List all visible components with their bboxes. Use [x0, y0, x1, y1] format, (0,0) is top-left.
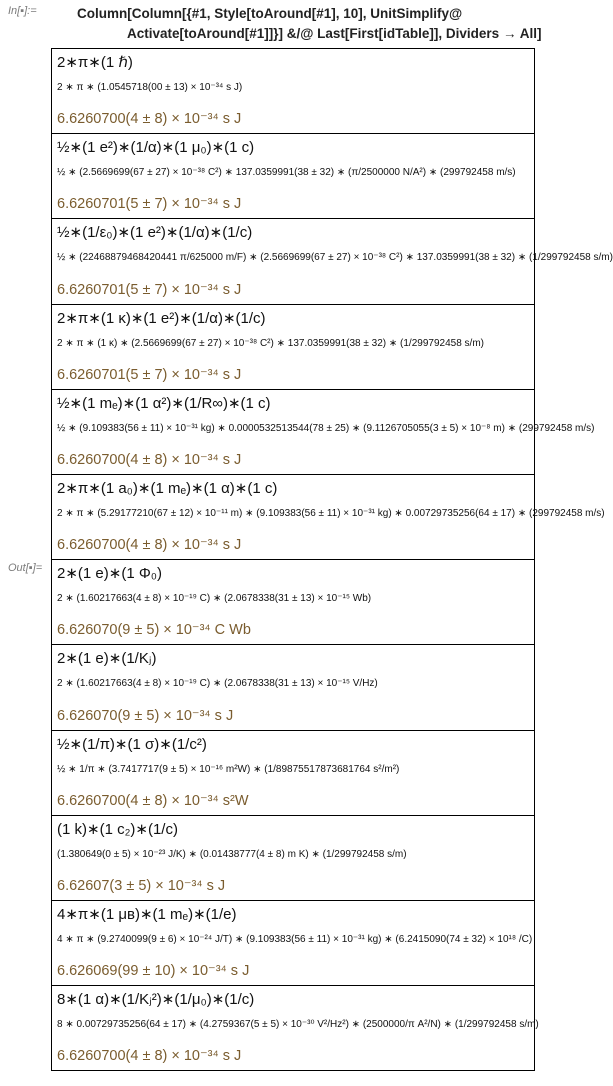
cell-result: 6.6260701(5 ± 7) × 10⁻³⁴ s J	[57, 196, 242, 213]
cell-result: 6.6260700(4 ± 8) × 10⁻³⁴ s J	[57, 537, 242, 554]
cell-result: 6.626070(9 ± 5) × 10⁻³⁴ s J	[57, 707, 234, 724]
cell-formula: 2∗(1 e)∗(1 Φ₀)	[57, 565, 163, 583]
cell-detail: 2 ∗ (1.60217663(4 ± 8) × 10⁻¹⁹ C) ∗ (2.0678338(31 ± 13) × 10⁻¹⁵ V/Hz)	[57, 678, 378, 690]
cell-formula: 2∗π∗(1 ℏ)	[57, 54, 133, 71]
output-cell[interactable]	[51, 475, 605, 560]
cell-detail: 2 ∗ π ∗ (5.29177210(67 ± 12) × 10⁻¹¹ m) ∗ (9.109383(56 ± 11) × 10⁻³¹ kg) ∗ 0.00729735256(64 ± 17) ∗ (299792458 m/s)	[57, 507, 605, 519]
code-line-2: Activate[toAround[#1]]}] &/@ Last[First[idTable]], Dividers → All]	[127, 26, 542, 41]
cell-detail: 2 ∗ (1.60217663(4 ± 8) × 10⁻¹⁹ C) ∗ (2.0678338(31 ± 13) × 10⁻¹⁵ Wb)	[57, 593, 372, 605]
cell-result: 6.626070(9 ± 5) × 10⁻³⁴ C Wb	[57, 622, 251, 639]
cell-result: 6.6260700(4 ± 8) × 10⁻³⁴ s J	[57, 451, 242, 468]
cell-detail: (1.380649(0 ± 5) × 10⁻²³ J/K) ∗ (0.01438777(4 ± 8) m K) ∗ (1/299792458 s/m)	[57, 848, 407, 860]
cell-result: 6.6260701(5 ± 7) × 10⁻³⁴ s J	[57, 366, 242, 383]
input-code[interactable]	[77, 4, 541, 44]
output-cell[interactable]	[51, 49, 535, 134]
output-label: Out[▪]=	[8, 562, 43, 574]
cell-formula: 2∗π∗(1 a₀)∗(1 mₑ)∗(1 α)∗(1 c)	[57, 479, 278, 497]
cell-result: 6.6260701(5 ± 7) × 10⁻³⁴ s J	[57, 281, 242, 298]
cell-formula: ½∗(1/ε₀)∗(1 e²)∗(1/α)∗(1/c)	[57, 224, 253, 242]
output-cell[interactable]	[51, 560, 535, 645]
cell-formula: ½∗(1 mₑ)∗(1 α²)∗(1/R∞)∗(1 c)	[57, 394, 271, 412]
input-label: In[▪]:=	[8, 5, 37, 17]
cell-detail: 2 ∗ π ∗ (1 κ) ∗ (2.5669699(67 ± 27) × 10⁻³⁸ C²) ∗ 137.0359991(38 ± 32) ∗ (1/299792458 s/m)	[57, 337, 484, 349]
output-cell[interactable]	[51, 219, 613, 304]
cell-detail: ½ ∗ (22468879468420441 π/625000 m/F) ∗ (2.5669699(67 ± 27) × 10⁻³⁸ C²) ∗ 137.0359991(38 ± 32) ∗ (1/299792458 s/m)	[57, 252, 613, 264]
cell-detail: ½ ∗ (2.5669699(67 ± 27) × 10⁻³⁸ C²) ∗ 137.0359991(38 ± 32) ∗ (π/2500000 N/A²) ∗ (299792458 m/s)	[57, 167, 516, 179]
cell-formula: 2∗π∗(1 κ)∗(1 e²)∗(1/α)∗(1/c)	[57, 309, 266, 327]
cell-formula: 2∗(1 e)∗(1/Kⱼ)	[57, 650, 157, 668]
cell-detail: 2 ∗ π ∗ (1.0545718(00 ± 13) × 10⁻³⁴ s J)	[57, 82, 243, 93]
output-cell[interactable]	[51, 305, 535, 390]
cell-result: 6.6260700(4 ± 8) × 10⁻³⁴ s J	[57, 1048, 242, 1065]
cell-detail: ½ ∗ (9.109383(56 ± 11) × 10⁻³¹ kg) ∗ 0.0000532513544(78 ± 25) ∗ (9.1126705055(3 ± 5) × 10⁻⁸ m) ∗ (299792458 m/s)	[57, 422, 595, 434]
code-line-1: Column[Column[{#1, Style[toAround[#1], 10], UnitSimplify@	[77, 6, 463, 21]
cell-result: 6.6260700(4 ± 8) × 10⁻³⁴ s J	[57, 111, 242, 128]
cell-result: 6.626069(99 ± 10) × 10⁻³⁴ s J	[57, 963, 250, 980]
cell-result: 6.62607(3 ± 5) × 10⁻³⁴ s J	[57, 877, 226, 894]
output-cell[interactable]	[51, 134, 535, 219]
output-cell[interactable]	[51, 986, 539, 1071]
output-cell[interactable]	[51, 816, 535, 901]
cell-formula: (1 k)∗(1 c₂)∗(1/c)	[57, 820, 178, 838]
cell-formula: 4∗π∗(1 μʙ)∗(1 mₑ)∗(1/e)	[57, 905, 237, 923]
cell-result: 6.6260700(4 ± 8) × 10⁻³⁴ s²W	[57, 792, 249, 809]
cell-detail: ½ ∗ 1/π ∗ (3.7417717(9 ± 5) × 10⁻¹⁶ m²W) ∗ (1/89875517873681764 s²/m²)	[57, 763, 400, 775]
output-column-grid	[51, 48, 613, 1071]
output-cell[interactable]	[51, 645, 535, 730]
cell-formula: ½∗(1/π)∗(1 σ)∗(1/c²)	[57, 735, 207, 753]
cell-detail: 4 ∗ π ∗ (9.2740099(9 ± 6) × 10⁻²⁴ J/T) ∗ (9.109383(56 ± 11) × 10⁻³¹ kg) ∗ (6.2415090(74 ± 32) × 10¹⁸ /C)	[57, 933, 533, 945]
cell-detail: 8 ∗ 0.00729735256(64 ± 17) ∗ (4.2759367(5 ± 5) × 10⁻³⁰ V²/Hz²) ∗ (2500000/π A²/N) ∗ (1/299792458 s/m)	[57, 1019, 539, 1031]
cell-formula: 8∗(1 α)∗(1/Kⱼ²)∗(1/μ₀)∗(1/c)	[57, 991, 255, 1009]
output-cell[interactable]	[51, 731, 535, 816]
output-cell[interactable]	[51, 390, 595, 475]
cell-formula: ½∗(1 e²)∗(1/α)∗(1 μ₀)∗(1 c)	[57, 139, 255, 157]
output-cell[interactable]	[51, 901, 535, 986]
